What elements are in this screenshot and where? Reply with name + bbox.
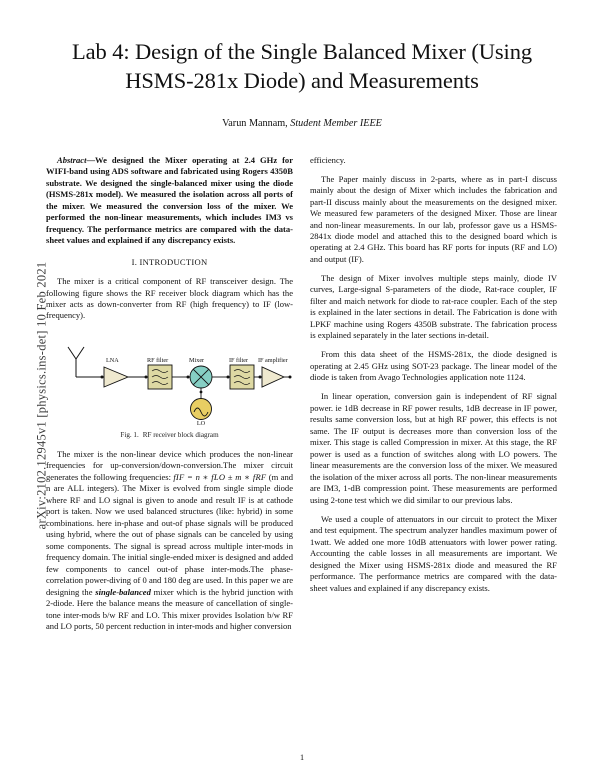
mixer-block (190, 366, 212, 388)
lna-block (104, 367, 128, 387)
page-number: 1 (299, 753, 305, 762)
figure-label-lna: LNA (106, 357, 119, 365)
right-paragraph-0: efficiency. (310, 154, 346, 165)
abstract-dash: — (86, 154, 95, 165)
abstract-label: Abstract (57, 154, 87, 165)
figure-label-if-amplifier: IF amplifier (258, 357, 288, 365)
left-paragraph-2-end: mixer which is the hybrid junction with 2-diode. Here the balance means the measure of cancellation of single-tone inter-mods b/w RF and LO. This mixer provides Isolation b/w RF and LO ports, 50 percent reduction in inter-mods and higher conversion (46, 586, 293, 632)
paper-page (46, 0, 558, 776)
right-paragraph-4: In linear operation, conversion gain is independent of RF signal power. ie 1dB decrease in RF power results, 1dB decrease in IF power, results same conversion loss, but at high RF power, this effects is not same. The IF output is decreases more than conversion loss of the mixer. This stage is called Compression in mixer. At this stage, the RF power is used as a function of switches along with LO powers. The linear measurements are the conversion loss of the mixer. We measured the isolation of the mixer across all ports. The non-linear measurements are IM3, 1-dB compression point. These measurements are performed using 2-tone test which we did similar to our previous labs. (310, 391, 557, 505)
if-filter-block (230, 365, 254, 389)
if-amplifier-block (262, 367, 284, 387)
left-column (46, 155, 293, 633)
right-paragraph-2: The design of Mixer involves multiple steps mainly, diode IV curves, Large-signal S-parameters of the diode, Rat-race coupler, IF filter and maich network for diode to rat-race coupler. Each of the step is explained in the later sections in detail. The Fabrication is done with LPKF machine using Rogers 4350B substrate. The fabrication process is explained separately in the later sections in-detail. (310, 272, 557, 341)
left-paragraph-2-after: (m and n are ALL integers). The Mixer is evolved from single simple diode where RF and LO signal is given to anode and result IF is at cathode port is taken. Now we used balanced structures (like: hybrid) in some combinations. here in-phase and out-of phase signals will be produced using hybrid, where the out of phase signals can be canceled by using some components. The signal is spread across multiple inter-mods in frequency domain. The initial single-ended mixer is designed and added few components to cancel out-of phase inter-mods.The phase-correlation power-diving of 0 and 180 deg are used. In this paper we are designing the (46, 471, 294, 597)
page-title: Lab 4: Design of the Single Balanced Mixer (Using HSMS-281x Diode) and Measurements (72, 39, 532, 93)
figure-1-caption-text: RF receiver block diagram (142, 431, 219, 440)
left-paragraph-2 (46, 449, 293, 633)
right-paragraph-1: The Paper mainly discuss in 2-parts, where as in part-I discuss mainly about the design of Mixer which includes the fabrication and part-II discuss mainly about the measurements on the designed mixer. We measured few parameters of the designed Mixer. Those are linear and non-linear measurements. In our lab, professor gave us a HSMS-2841x diode model and attached this to the designed board which is operating at 2.4 GHz. This board has RF ports for inputs (RF and LO) and output (IF). (310, 173, 557, 264)
left-paragraph-1: The mixer is a critical component of RF transceiver design. The following figure shows the RF receiver block diagram which has the mixer acts as down-converter from RF (high frequency) to IF (low-frequency). (46, 276, 293, 321)
figure-1-canvas (46, 329, 293, 427)
right-paragraph-5: We used a couple of attenuators in our circuit to protect the Mixer and test equipment. The spectrum analyzer handles maximum power of 1watt. We added one more 10dB attenuators with lower power rating. Accounting the cable losses in all measurements are important. We designed the Mixer using HSMS-281x diode and measured the RF performance. The performance metrics are compared with the data-sheet values and explained if any discrepancy exists. (310, 513, 557, 593)
author-name: Varun Mannam, (222, 117, 288, 129)
single-balanced-emphasis: single-balanced (95, 586, 151, 597)
right-paragraph-3: From this data sheet of the HSMS-281x, the diode designed is operating at 2.45 GHz using SOT-23 package. The linear model of the diode is taken from Avago Technologies application note 1124. (310, 349, 557, 383)
author-affiliation: Student Member IEEE (290, 117, 382, 129)
lo-oscillator-block (191, 399, 212, 420)
section-heading-introduction: I. INTRODUCTION (131, 257, 208, 268)
figure-label-if-filter: IF filter (229, 357, 249, 365)
left-paragraph-2-before: The mixer is the non-linear device which produces the non-linear frequencies for up-conversion/down-conversion.The mixer circuit generates the following frequencies: (46, 448, 293, 482)
figure-1 (46, 329, 293, 441)
mixer-frequency-formula: fIF = n ∗ fLO ± m ∗ fRF (173, 471, 267, 482)
figure-label-mixer: Mixer (189, 357, 205, 365)
figure-label-rf-filter: RF filter (147, 357, 169, 365)
figure-1-caption (46, 431, 293, 441)
two-column-body (46, 155, 558, 633)
author-line (46, 118, 558, 129)
rf-filter-block (148, 365, 172, 389)
figure-label-lo: LO (196, 420, 206, 428)
abstract-paragraph (46, 155, 293, 247)
right-column (310, 155, 557, 633)
abstract-text: We designed the Mixer operating at 2.4 GHz for WIFI-band using ADS software and fabricated using Rogers 4350B substrate. We designed the single-balanced mixer using the diode (HSMS-281x model). We measured the isolation across all ports of the mixer. We measured the conversion loss of the mixer. We performed the non-linear measurements, which includes IM3 vs frequency. The performance metrics are compared with the data-sheet values and explained if any discrepancy exists. (46, 154, 293, 245)
antenna-icon (68, 347, 84, 377)
figure-1-caption-label: Fig. 1. (120, 431, 139, 440)
arxiv-identifier-stamp: arXiv:2102.12945v1 [physics.ins-det] 10 Feb 2021 (34, 261, 49, 530)
